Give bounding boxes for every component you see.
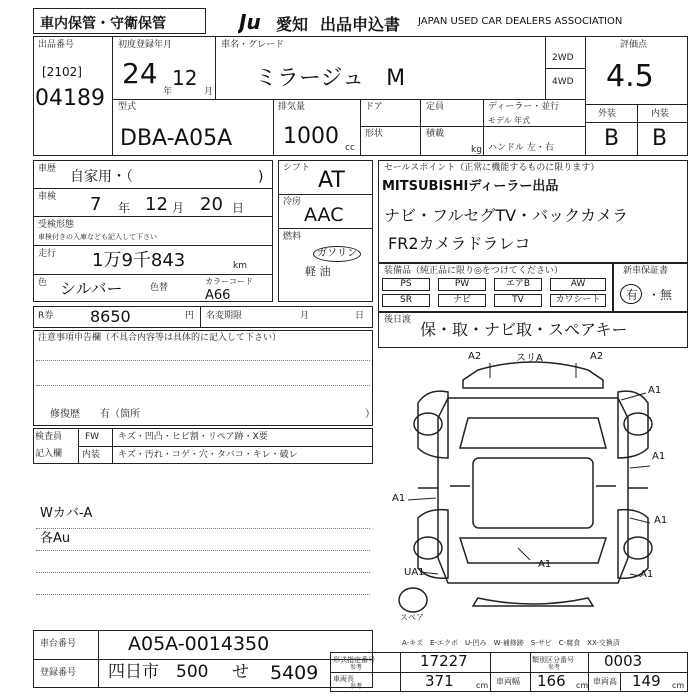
mark-a1-rm: A1 xyxy=(652,451,666,462)
receipt-note: 車検付きの入庫なども記入して下さい xyxy=(38,233,157,241)
height-label: 車両高 xyxy=(593,677,617,686)
name-change-label: 名変期限 xyxy=(206,311,243,321)
selling-point-2: FR2カメラドラレコ xyxy=(388,234,531,253)
yen-unit: 円 xyxy=(185,311,195,321)
inspection-year: 7 xyxy=(90,194,102,215)
warranty-present: 有 xyxy=(626,288,639,302)
mark-a1-left: A1 xyxy=(392,493,406,504)
displacement-label: 排気量 xyxy=(278,102,306,112)
aircon-value: AAC xyxy=(304,204,344,226)
model-code: DBA-A05A xyxy=(120,126,233,151)
association-name: JAPAN USED CAR DEALERS ASSOCIATION xyxy=(418,16,623,27)
receipt-label: 受検形態 xyxy=(38,220,75,230)
mark-a1-rf: A1 xyxy=(648,385,662,396)
mark-ua1-left: UA1 xyxy=(404,567,425,578)
mark-a1-rear: A1 xyxy=(640,569,654,580)
mark-a1-rr: A1 xyxy=(654,515,668,526)
color-change-label: 色替 xyxy=(150,283,169,293)
chassis-label: 車台番号 xyxy=(40,639,77,649)
brand-region: 愛知 xyxy=(276,15,309,34)
warranty-absent: 無 xyxy=(660,288,673,302)
first-reg-label: 初度登録年月 xyxy=(118,40,173,50)
equipment-grid xyxy=(382,278,610,310)
equipment-ps[interactable]: PS xyxy=(382,278,430,291)
equipment-navi[interactable]: ナビ xyxy=(438,294,486,307)
model-type-label: 型式 xyxy=(118,102,137,112)
rating-value: 4.5 xyxy=(606,59,654,94)
equipment-seat[interactable]: カワシート xyxy=(550,294,606,307)
loading-label: 積載 xyxy=(426,129,445,139)
capacity-label: 定員 xyxy=(426,102,445,112)
door-label: ドア xyxy=(365,102,383,112)
plate-kana: せ xyxy=(232,662,249,682)
equipment-aw[interactable]: AW xyxy=(550,278,606,291)
rating-label: 評価点 xyxy=(620,40,648,50)
equipment-label: 装備品（純正品に限り◎をつけてください） xyxy=(384,266,563,276)
aircon-label: 冷房 xyxy=(283,197,302,207)
model-year-label: モデル 年式 xyxy=(488,116,531,125)
after-label: 後日渡 xyxy=(384,315,412,325)
storage-label: 車内保管・守衛保管 xyxy=(40,16,166,32)
length-label: 車両長 xyxy=(333,675,354,683)
note-line-2: 各Au xyxy=(40,531,71,546)
repair-close-paren: ） xyxy=(365,409,375,420)
shift-value: AT xyxy=(318,168,345,193)
color-label: 色 xyxy=(38,278,48,288)
mark-a1-roof: A1 xyxy=(538,559,552,570)
shape-label: 形状 xyxy=(365,129,384,139)
year-mark: 年 xyxy=(163,87,173,97)
category-value: 0003 xyxy=(604,652,643,670)
fuel-value: ガソリン xyxy=(313,246,361,262)
equipment-pw[interactable]: PW xyxy=(438,278,486,291)
type-cert-value: 17227 xyxy=(420,652,468,670)
fuel-label: 燃料 xyxy=(283,232,302,242)
width-value: 166 xyxy=(537,672,566,690)
after-items: 保・取・ナビ取・スペアキー xyxy=(420,320,628,339)
inspection-month: 12 xyxy=(145,194,168,215)
chassis-number: A05A-0014350 xyxy=(128,633,270,655)
fw-label: FW xyxy=(85,432,100,442)
length-value: 371 xyxy=(425,672,454,690)
warranty-circle xyxy=(620,284,642,304)
first-reg-month: 12 xyxy=(172,66,198,90)
exterior-grade: B xyxy=(604,126,620,151)
category-ref: 参考 xyxy=(548,664,561,671)
equipment-tv[interactable]: TV xyxy=(494,294,542,307)
color-value: シルバー xyxy=(60,279,123,298)
plate-class: 500 xyxy=(176,662,209,682)
history-label: 車歴 xyxy=(38,164,57,174)
height-cm: cm xyxy=(672,681,685,690)
month-mark: 月 xyxy=(204,87,214,97)
warranty-separator: ・ xyxy=(648,288,661,302)
width-label: 車両幅 xyxy=(496,677,520,686)
repair-label: 修復歴 有（箇所 xyxy=(50,409,140,420)
name-change-day: 日 xyxy=(355,311,365,321)
inspection-day-mark: 日 xyxy=(232,201,245,215)
recycle-fee: 8650 xyxy=(90,307,131,326)
length-cm: cm xyxy=(476,681,489,690)
form-title: 出品申込書 xyxy=(320,15,401,34)
displacement-value: 1000 xyxy=(283,124,339,149)
two-wd-label: 2WD xyxy=(552,53,574,63)
length-ref: 参考 xyxy=(350,683,363,690)
equipment-airbag[interactable]: エアB xyxy=(494,278,542,291)
mileage-label: 走行 xyxy=(38,249,57,259)
plate-label: 登録番号 xyxy=(40,668,77,678)
inspection-day: 20 xyxy=(200,194,223,215)
category-label: 類別区分番号 xyxy=(532,656,574,664)
mark-a2-right: A2 xyxy=(590,351,604,362)
lot-prefix: [2102] xyxy=(42,65,82,79)
type-cert-ref: 参考 xyxy=(350,664,363,671)
note-line-1: Wカバ-A xyxy=(40,506,93,521)
ju-logo xyxy=(238,10,272,34)
shift-label: シフト xyxy=(283,163,311,173)
car-name-value: ミラージュ M xyxy=(255,66,406,91)
kg-unit: kg xyxy=(471,145,482,155)
warranty-label: 新車保証書 xyxy=(623,266,669,276)
lot-no-label: 出品番号 xyxy=(38,40,75,50)
car-diagram-svg xyxy=(378,348,688,628)
fw-items: キズ・凹凸・ヒビ割・リペア跡・X要 xyxy=(118,432,268,442)
entry-column-label: 記入欄 xyxy=(35,449,63,459)
ju-logo-text: Ju xyxy=(239,10,261,34)
dealer-label: ディーラー・並行 xyxy=(488,102,560,112)
notes-label: 注意事項申告欄（不具合内容等は具体的に記入して下さい） xyxy=(38,333,282,343)
color-code-value: A66 xyxy=(205,288,231,303)
width-cm: cm xyxy=(576,681,589,690)
recycle-block xyxy=(33,306,373,328)
inspection-year-mark: 年 xyxy=(118,201,131,215)
exterior-label: 外装 xyxy=(598,109,617,119)
interior-grade: B xyxy=(652,126,668,151)
selling-points-label: セールスポイント（正常に機能するものに限ります） xyxy=(384,163,600,173)
lot-number: 04189 xyxy=(35,86,105,111)
equipment-sr[interactable]: SR xyxy=(382,294,430,307)
history-close-paren: ) xyxy=(258,169,264,185)
interior-row-label: 内装 xyxy=(82,450,101,460)
color-code-label: カラーコード xyxy=(205,277,253,286)
plate-area: 四日市 xyxy=(108,662,159,682)
diesel-label: 軽 油 xyxy=(305,265,331,278)
damage-legend: A-キズ E-エクボ U-凹み W-補修跡 S-サビ C-腐食 XX-交換済 xyxy=(402,639,620,647)
four-wd-label: 4WD xyxy=(552,77,574,87)
inspection-label: 車検 xyxy=(38,192,57,202)
selling-point-1: ナビ・フルセグTV・バックカメラ xyxy=(384,206,629,225)
cc-unit: cc xyxy=(345,143,355,153)
mark-suri: スリA xyxy=(516,353,543,364)
history-value: 自家用・（ xyxy=(70,169,133,185)
inspector-label: 検査員 xyxy=(35,432,63,442)
car-diagram xyxy=(378,348,688,628)
inspection-month-mark: 月 xyxy=(172,201,185,215)
spare-label: スペア xyxy=(400,613,424,622)
mark-a2-left: A2 xyxy=(468,351,482,362)
handle-label: ハンドル 左・右 xyxy=(488,143,554,153)
interior-items: キズ・汚れ・コゲ・穴・タバコ・キレ・破レ xyxy=(118,450,298,460)
car-name-label: 車名・グレード xyxy=(221,40,285,50)
type-cert-label: 形式指定番号 xyxy=(333,656,375,664)
plate-number: 5409 xyxy=(270,662,319,684)
interior-label: 内装 xyxy=(651,109,670,119)
dealer-listing: MITSUBISHIディーラー出品 xyxy=(382,179,559,194)
name-change-month: 月 xyxy=(300,311,310,321)
height-value: 149 xyxy=(632,672,661,690)
mileage-value: 1万9千843 xyxy=(92,250,186,271)
km-unit: km xyxy=(233,261,247,271)
first-reg-year: 24 xyxy=(122,57,158,90)
recycle-label: R券 xyxy=(38,311,54,321)
